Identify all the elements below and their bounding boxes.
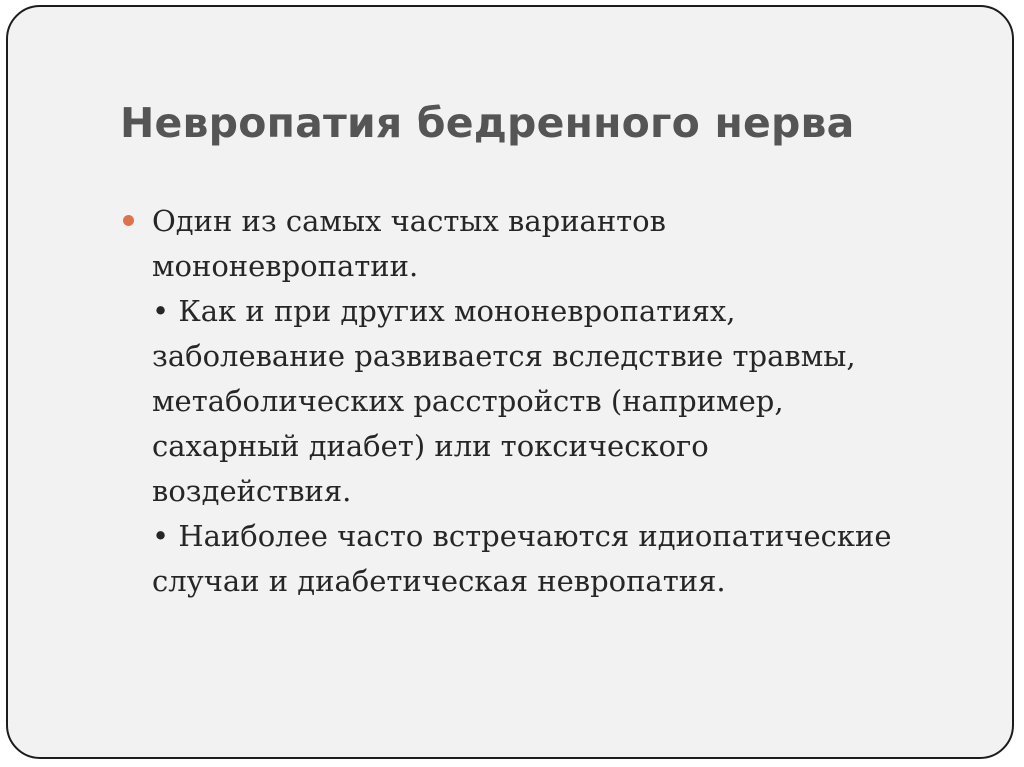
bullet-text-line: сахарный диабет) или токсического <box>152 429 709 463</box>
bullet-text-line: метаболических расстройств (например, <box>152 384 784 418</box>
bullet-text-line: • Как и при других мононевропатиях, <box>152 294 736 328</box>
bullet-text-line: случаи и диабетическая невропатия. <box>152 564 726 598</box>
bullet-list <box>120 199 1000 604</box>
bullet-text-line: Один из самых частых вариантов <box>152 204 666 238</box>
bullet-text-line: заболевание развивается вследствие травмы, <box>152 339 856 373</box>
bullet-dot-icon <box>123 215 134 226</box>
bullet-text-line: мононевропатии. <box>152 249 419 283</box>
bullet-item <box>120 199 1000 604</box>
slide-frame <box>6 5 1014 759</box>
bullet-text-line: воздействия. <box>152 474 352 508</box>
slide-title: Невропатия бедренного нерва <box>120 99 855 147</box>
bullet-text-line: • Наиболее часто встречаются идиопатические <box>152 519 892 553</box>
